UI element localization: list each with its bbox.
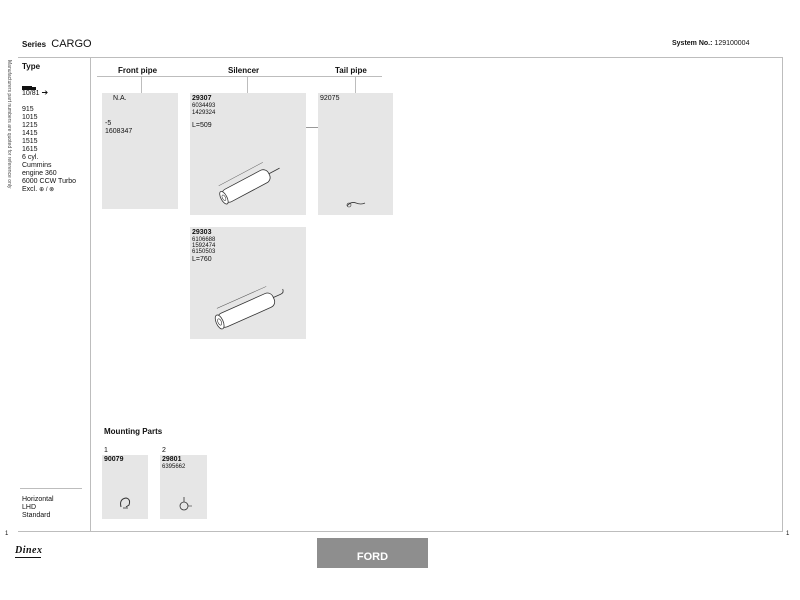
- side-note: Manufacturers part numbers are quoted for reference only: [6, 60, 12, 189]
- brand-tab: [317, 538, 428, 568]
- spec-item: Cummins: [22, 162, 52, 169]
- system-value: 129100004: [714, 40, 750, 47]
- orientation-item: Standard: [22, 512, 51, 519]
- spec-item: 1415: [22, 130, 38, 137]
- connector-front: [141, 76, 142, 93]
- front-pipe-na: N.A.: [113, 95, 127, 102]
- silencer-2-ref: 6150503: [192, 249, 216, 255]
- mounting-number: 90079: [104, 456, 124, 463]
- tail-pipe-number: 92075: [320, 95, 340, 102]
- spec-item-excl: Excl. ⊕ / ⊗: [22, 186, 55, 193]
- type-specs: [22, 106, 76, 194]
- silencer-1-ref: 1429324: [192, 110, 216, 116]
- right-border: [782, 57, 783, 532]
- silencer-tail-link: [305, 127, 318, 128]
- hanger-icon: [175, 495, 193, 513]
- series-value: CARGO: [51, 38, 92, 50]
- silencer-1-ref: 6034493: [192, 103, 216, 109]
- mounting-card-29801[interactable]: [160, 455, 207, 519]
- mounting-number: 29801: [162, 456, 182, 463]
- page-number-left: 1: [5, 531, 9, 537]
- spec-item: 1215: [22, 122, 38, 129]
- clamp-icon: [117, 495, 133, 511]
- series-label: Series: [22, 40, 47, 49]
- silencer-2-number: 29303: [192, 229, 212, 236]
- orientation-item: LHD: [22, 504, 37, 511]
- arrow-right-icon: ➔: [41, 88, 49, 97]
- silencer-1-number: 29307: [192, 95, 212, 102]
- spec-item: 915: [22, 106, 34, 113]
- connector-tail: [355, 76, 356, 93]
- left-panel-divider: [90, 57, 91, 532]
- connector-silencer: [247, 76, 248, 93]
- orientation-block: [22, 496, 54, 520]
- silencer-2-ref: 1592474: [192, 243, 216, 249]
- orientation-item: Horizontal: [22, 496, 54, 503]
- silencer-card-29303[interactable]: [190, 227, 306, 339]
- type-heading: Type: [22, 62, 41, 71]
- vehicle-icon: [22, 78, 36, 84]
- bottom-rule: [18, 531, 782, 532]
- spec-item: 1015: [22, 114, 38, 121]
- series-heading: [22, 38, 92, 50]
- silencer-2-length: L=760: [192, 256, 212, 263]
- silencer-2-ref: 6106688: [192, 237, 216, 243]
- tail-pipe-drawing: [345, 200, 367, 208]
- spec-item: 1615: [22, 146, 38, 153]
- front-pipe-ref: 1608347: [105, 128, 133, 135]
- spec-item: engine 360: [22, 170, 57, 177]
- spec-item: 6000 CCW Turbo: [22, 178, 77, 185]
- column-tail-pipe: Tail pipe: [335, 66, 367, 75]
- mounting-card-90079[interactable]: [102, 455, 148, 519]
- mounting-index: 1: [104, 447, 108, 454]
- system-label: System No.:: [672, 40, 713, 47]
- page-number-right: 1: [786, 531, 790, 537]
- column-front-pipe: Front pipe: [118, 66, 158, 75]
- silencer-1-length: L=509: [192, 122, 212, 129]
- tail-pipe-card[interactable]: [318, 93, 393, 215]
- heading-connector: [97, 76, 382, 77]
- mounting-ref: 6395662: [162, 464, 186, 470]
- front-pipe-card[interactable]: [102, 93, 178, 209]
- dinex-logo: Dinex: [15, 545, 43, 556]
- silencer-card-29307[interactable]: [190, 93, 306, 215]
- header-rule: [18, 57, 782, 58]
- spec-item: 1515: [22, 138, 38, 145]
- silencer-drawing: [212, 155, 288, 211]
- front-pipe-note: -5: [105, 120, 112, 127]
- column-silencer: Silencer: [228, 66, 260, 75]
- brand-label: FORD: [356, 551, 389, 563]
- date-range: 10/81 ➔: [22, 88, 49, 97]
- silencer-drawing: [208, 279, 292, 335]
- option-symbols-icon: ⊕ / ⊗: [39, 187, 55, 193]
- spec-item: 6 cyl.: [22, 154, 39, 161]
- mounting-index: 2: [162, 447, 166, 454]
- mounting-heading: Mounting Parts: [104, 427, 163, 436]
- left-footer-rule: [20, 488, 82, 489]
- system-number: [672, 40, 749, 47]
